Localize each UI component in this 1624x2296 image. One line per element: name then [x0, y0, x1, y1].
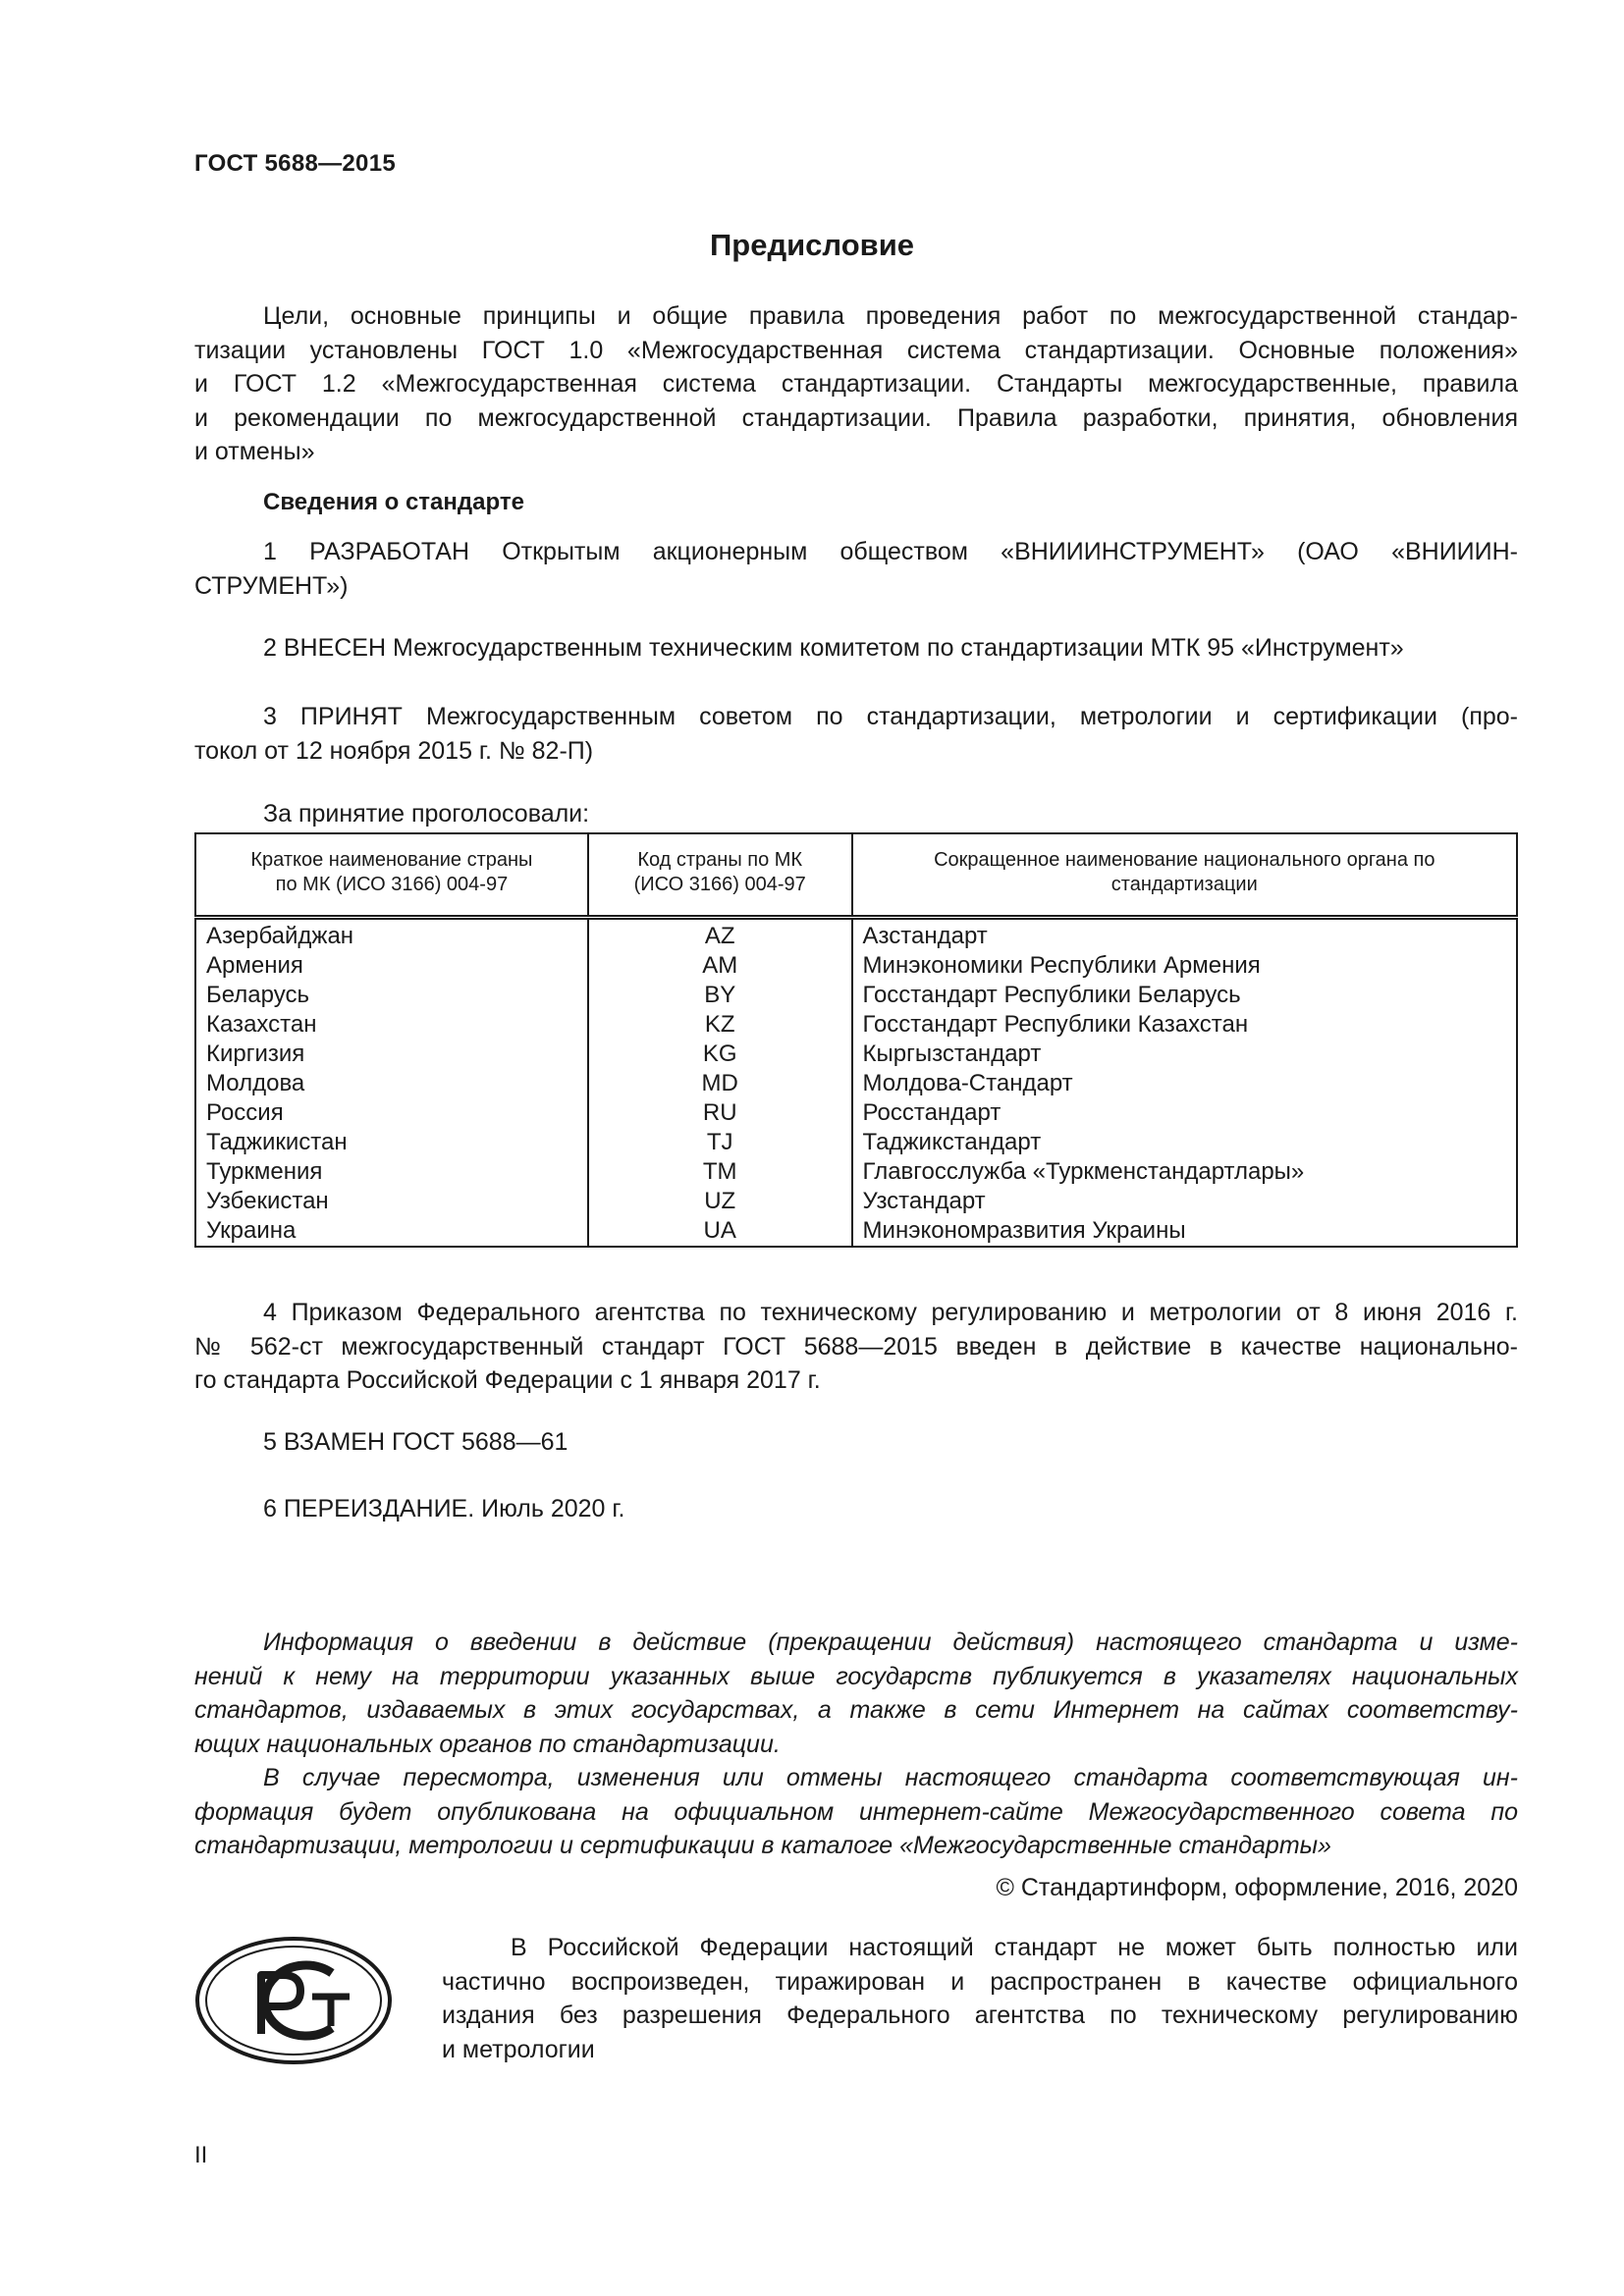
body-cell: Кыргызстандарт [852, 1040, 1517, 1069]
body-cell: Росстандарт [852, 1098, 1517, 1128]
country-cell: Азербайджан [195, 918, 588, 952]
section-title: Сведения о стандарте [263, 489, 524, 515]
code-cell: BY [588, 981, 852, 1010]
table-row [195, 1216, 1517, 1247]
country-cell: Армения [195, 951, 588, 981]
table-row [195, 1128, 1517, 1157]
code-cell: TM [588, 1157, 852, 1187]
body-cell: Азстандарт [852, 918, 1517, 952]
item-3 [194, 700, 1518, 768]
item-1-line: СТРУМЕНТ») [194, 571, 349, 600]
body-cell: Госстандарт Республики Казахстан [852, 1010, 1517, 1040]
document-code: ГОСТ 5688—2015 [194, 150, 397, 177]
body-cell: Узстандарт [852, 1187, 1517, 1216]
intro-line: и ГОСТ 1.2 «Межгосударственная система стандартизации. Стандарты межгосударственные, правила [194, 370, 1518, 398]
page-title: Предисловие [709, 228, 914, 262]
table-row [195, 951, 1517, 981]
item-4-line: го стандарта Российской Федерации с 1 января 2017 г. [194, 1366, 821, 1394]
table-row [195, 1187, 1517, 1216]
item-2-line: 2 ВНЕСЕН Межгосударственным техническим комитетом по стандартизации МТК 95 «Инструмент» [263, 634, 1404, 662]
page-number: II [194, 2142, 208, 2168]
body-cell: Таджикстандарт [852, 1128, 1517, 1157]
reproduction-notice: В Российской Федерации настоящий стандарт не может быть полностью или частично воспроизведен, тиражирован и распространен в качестве официального издания без разрешения Федерального агентства по техническому регулированию и метрологии [442, 1934, 1518, 2063]
country-cell: Таджикистан [195, 1128, 588, 1157]
country-cell: Молдова [195, 1069, 588, 1098]
info-paragraph-1: Информация о введении в действие (прекращении действия) настоящего стандарта и изме- нений к нему на территории указанных выше государств публикуется в указателях национальных стандартов, издаваемых в этих государствах, а также в сети Интернет на сайтах соответству- ющих национальных органов по стандартизации. [194, 1629, 1518, 1758]
table-row [195, 1069, 1517, 1098]
intro-line: и отмены» [194, 438, 315, 465]
table-row [195, 1098, 1517, 1128]
item-4-line: № 562-ст межгосударственный стандарт ГОСТ 5688—2015 введен в действие в качестве национально- [194, 1332, 1518, 1361]
intro-line: и рекомендации по межгосударственной стандартизации. Правила разработки, принятия, обновления [194, 403, 1518, 432]
country-cell: Россия [195, 1098, 588, 1128]
item-4-line: 4 Приказом Федерального агентства по техническому регулированию и метрологии от 8 июня 2016 г. [263, 1299, 1518, 1326]
body-cell: Минэкономразвития Украины [852, 1216, 1517, 1247]
country-cell: Туркмения [195, 1157, 588, 1187]
country-cell: Узбекистан [195, 1187, 588, 1216]
body-cell: Минэкономики Республики Армения [852, 951, 1517, 981]
table-header-row [195, 833, 1517, 918]
code-cell: AM [588, 951, 852, 981]
code-cell: AZ [588, 918, 852, 952]
country-cell: Казахстан [195, 1010, 588, 1040]
intro-line: Цели, основные принципы и общие правила проведения работ по межгосударственной стандар- [263, 302, 1518, 330]
code-cell: MD [588, 1069, 852, 1098]
body-cell: Молдова-Стандарт [852, 1069, 1517, 1098]
voted-label: За принятие проголосовали: [263, 800, 590, 828]
item-2 [194, 631, 1518, 666]
item-5: 5 ВЗАМЕН ГОСТ 5688—61 [263, 1428, 568, 1456]
table-row [195, 1040, 1517, 1069]
table-header-code: Код страны по МК (ИСО 3166) 004-97 [588, 833, 852, 918]
intro-line: тизации установлены ГОСТ 1.0 «Межгосударственная система стандартизации. Основные положения» [194, 336, 1518, 364]
code-cell: RU [588, 1098, 852, 1128]
code-cell: KZ [588, 1010, 852, 1040]
info-paragraph-2: В случае пересмотра, изменения или отмены настоящего стандарта соответствующая ин- формация будет опубликована на официальном интернет-сайте Межгосударственного совета по стандартизации, метрологии и сертификации в каталоге «Межгосударственные стандарты» [194, 1764, 1518, 1859]
item-3-line: токол от 12 ноября 2015 г. № 82-П) [194, 736, 594, 765]
country-cell: Украина [195, 1216, 588, 1247]
table-row [195, 981, 1517, 1010]
item-1-line: 1 РАЗРАБОТАН Открытым акционерным обществом «ВНИИИНСТРУМЕНТ» (ОАО «ВНИИИН- [263, 538, 1518, 565]
code-cell: UA [588, 1216, 852, 1247]
country-cell: Беларусь [195, 981, 588, 1010]
table-row [195, 1157, 1517, 1187]
code-cell: KG [588, 1040, 852, 1069]
item-3-line: 3 ПРИНЯТ Межгосударственным советом по стандартизации, метрологии и сертификации (про- [263, 703, 1518, 730]
table-row [195, 1010, 1517, 1040]
intro-paragraph [194, 299, 1518, 469]
voting-table [194, 832, 1518, 1248]
item-1 [194, 535, 1518, 603]
table-row [195, 918, 1517, 952]
table-header-body: Сокращенное наименование национального органа по стандартизации [852, 833, 1517, 918]
code-cell: UZ [588, 1187, 852, 1216]
table-header-country: Краткое наименование страны по МК (ИСО 3166) 004-97 [195, 833, 588, 918]
body-cell: Госстандарт Республики Беларусь [852, 981, 1517, 1010]
code-cell: TJ [588, 1128, 852, 1157]
copyright-line: © Стандартинформ, оформление, 2016, 2020 [996, 1874, 1518, 1901]
item-6: 6 ПЕРЕИЗДАНИЕ. Июль 2020 г. [263, 1495, 625, 1522]
country-cell: Киргизия [195, 1040, 588, 1069]
rst-logo-icon [194, 1936, 393, 2065]
body-cell: Главгосслужба «Туркменстандартлары» [852, 1157, 1517, 1187]
item-4 [194, 1296, 1518, 1398]
